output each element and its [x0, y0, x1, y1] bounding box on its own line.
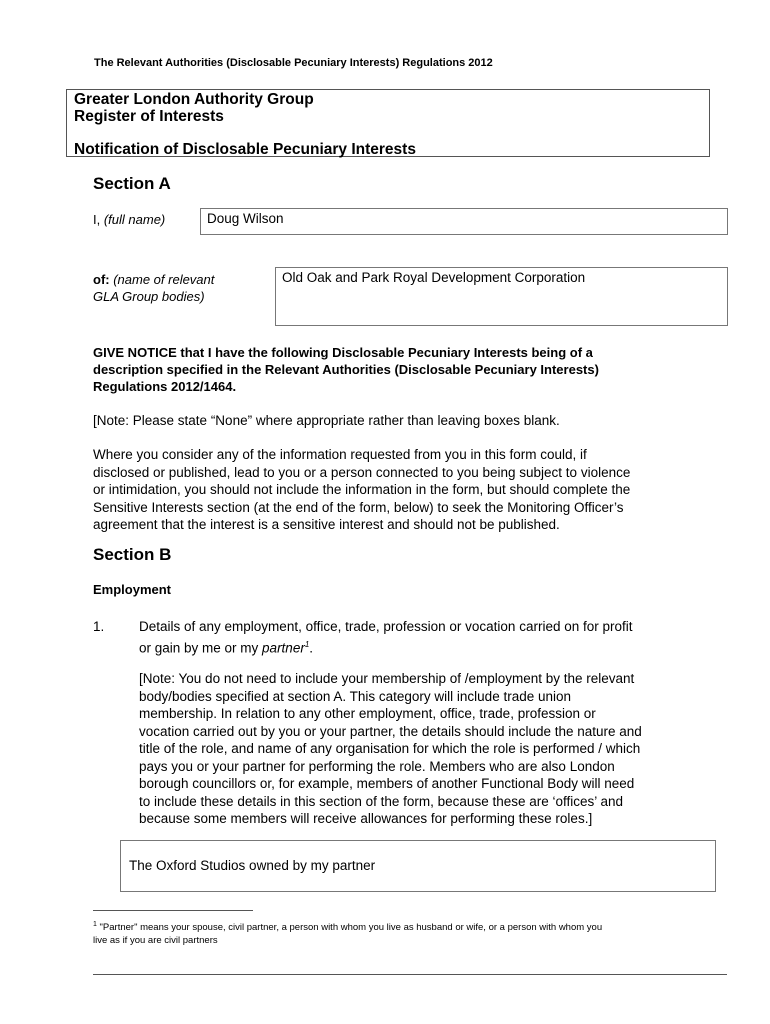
sensitive-line: Where you consider any of the information requested from you in this form could, if — [93, 447, 587, 462]
give-notice-paragraph — [93, 344, 599, 395]
note-line: title of the role, and name of any organisation for which the role is performed / which — [139, 741, 641, 756]
note-line: [Note: You do not need to include your membership of /employment by the relevant — [139, 671, 635, 686]
section-a-title: Section A — [93, 174, 171, 193]
none-note: [Note: Please state “None” where appropriate rather than leaving boxes blank. — [93, 413, 560, 428]
note-line: pays you or your partner for performing the role. Members who are also London — [139, 758, 615, 774]
note-line: membership. In relation to any other employment, office, trade, profession or — [139, 706, 596, 721]
regulations-title: The Relevant Authorities (Disclosable Pecuniary Interests) Regulations 2012 — [94, 57, 493, 69]
note-line: because some members will receive allowances for performing these roles.] — [139, 811, 593, 826]
bodies-label-of: of: — [93, 272, 110, 287]
full-name-label-italic: (full name) — [103, 212, 166, 227]
section-b-title: Section B — [93, 545, 172, 564]
sensitive-line: agreement that the interest is a sensitive interest and should not be published. — [93, 517, 560, 532]
footnote — [93, 918, 733, 947]
bodies-label — [93, 271, 214, 305]
item-1-line: Details of any employment, office, trade, profession or vocation carried on for profit — [139, 619, 633, 634]
item-number: 1. — [93, 619, 105, 634]
footnote-line-2: live as if you are civil partners — [93, 935, 218, 947]
org-title: Greater London Authority Group — [74, 91, 314, 108]
item-1-line-2-prefix: or gain by me or my — [139, 640, 263, 655]
item-1-line-2-suffix: . — [309, 640, 314, 655]
employment-answer-field[interactable]: The Oxford Studios owned by my partner — [120, 840, 716, 892]
note-line: to include these details in this section of the form, because these are ‘offices’ and — [139, 793, 624, 809]
employment-heading: Employment — [93, 582, 172, 597]
sensitive-paragraph — [93, 446, 630, 534]
note-line: vocation carried out by you or your partner, the details should include the nature and — [139, 723, 642, 739]
footnote-text: "Partner" means your spouse, civil partner, a person with whom you live as husband or wife, or a person with whom you — [96, 922, 603, 934]
notification-title: Notification of Disclosable Pecuniary Interests — [74, 141, 416, 158]
full-name-label — [93, 211, 165, 228]
gla-bodies-field[interactable]: Old Oak and Park Royal Development Corporation — [275, 267, 728, 326]
note-line: borough councillors or, for example, members of another Functional Body will need — [139, 776, 635, 791]
give-notice-line: GIVE NOTICE that I have the following Disclosable Pecuniary Interests being of a — [93, 345, 593, 360]
give-notice-line: Regulations 2012/1464. — [93, 379, 237, 394]
header-box — [66, 89, 710, 157]
bodies-label-italic-2: GLA Group bodies) — [93, 289, 205, 304]
bodies-label-italic-1: (name of relevant — [109, 272, 215, 287]
give-notice-line: description specified in the Relevant Authorities (Disclosable Pecuniary Interests) — [93, 362, 599, 377]
partner-term: partner — [262, 640, 305, 655]
footnote-ref[interactable]: 1 — [304, 639, 310, 649]
page-bottom-rule — [93, 974, 727, 975]
register-title: Register of Interests — [74, 108, 224, 125]
item-1-text — [139, 618, 633, 657]
employment-note — [139, 670, 642, 828]
footnote-separator — [93, 910, 253, 911]
footnote-marker: 1 — [93, 921, 97, 928]
footnote-line-1 — [93, 918, 733, 934]
full-name-label-prefix: I, — [93, 212, 104, 227]
note-line: body/bodies specified at section A. This category will include trade union — [139, 688, 572, 704]
sensitive-line: Sensitive Interests section (at the end of the form, below) to seek the Monitoring Officer’s — [93, 499, 624, 515]
full-name-field[interactable]: Doug Wilson — [200, 208, 728, 235]
sensitive-line: disclosed or published, lead to you or a person connected to you being subject to violence — [93, 464, 631, 480]
sensitive-line: or intimidation, you should not include the information in the form, but should complete the — [93, 482, 631, 497]
item-1-line-2 — [139, 636, 633, 657]
